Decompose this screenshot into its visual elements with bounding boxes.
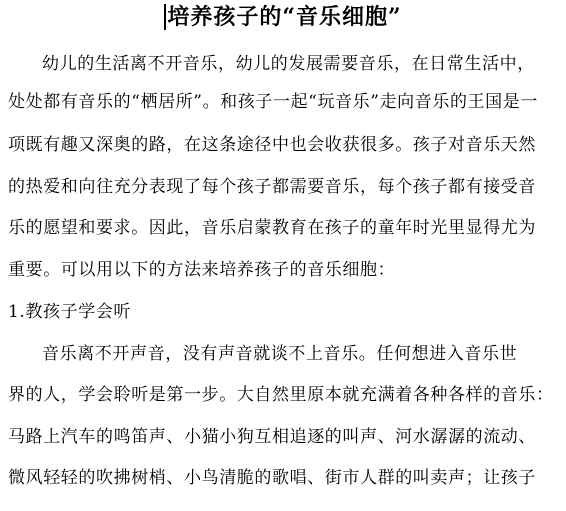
text-cursor [164, 4, 166, 30]
paragraph-line: 幼儿的生活离不开音乐，幼儿的发展需要音乐，在日常生活中， [42, 54, 535, 74]
document-title: 培养孩子的“音乐细胞” [167, 4, 402, 30]
paragraph-line: 乐的愿望和要求。因此，音乐启蒙教育在孩子的童年时光里显得尤为 [8, 218, 536, 238]
paragraph-line: 处处都有音乐的“栖居所”。和孩子一起“玩音乐”走向音乐的王国是一 [8, 92, 538, 112]
section-heading: 1.教孩子学会听 [8, 302, 132, 322]
title-row [0, 4, 566, 34]
paragraph-line: 重要。可以用以下的方法来培养孩子的音乐细胞： [8, 260, 396, 280]
paragraph-line: 界的人，学会聆听是第一步。大自然里原本就充满着各种各样的音乐： [8, 385, 554, 405]
paragraph-line: 项既有趣又深奥的路，在这条途径中也会收获很多。孩子对音乐天然 [8, 135, 536, 155]
paragraph-line: 的热爱和向往充分表现了每个孩子都需要音乐，每个孩子都有接受音 [8, 177, 536, 197]
paragraph-line: 马路上汽车的鸣笛声、小猫小狗互相追逐的叫声、河水潺潺的流动、 [8, 427, 536, 447]
paragraph-line: 音乐离不开声音，没有声音就谈不上音乐。任何想进入音乐世 [42, 344, 518, 364]
paragraph-line: 微风轻轻的吹拂树梢、小鸟清脆的歌唱、街市人群的叫卖声；让孩子 [8, 468, 536, 488]
